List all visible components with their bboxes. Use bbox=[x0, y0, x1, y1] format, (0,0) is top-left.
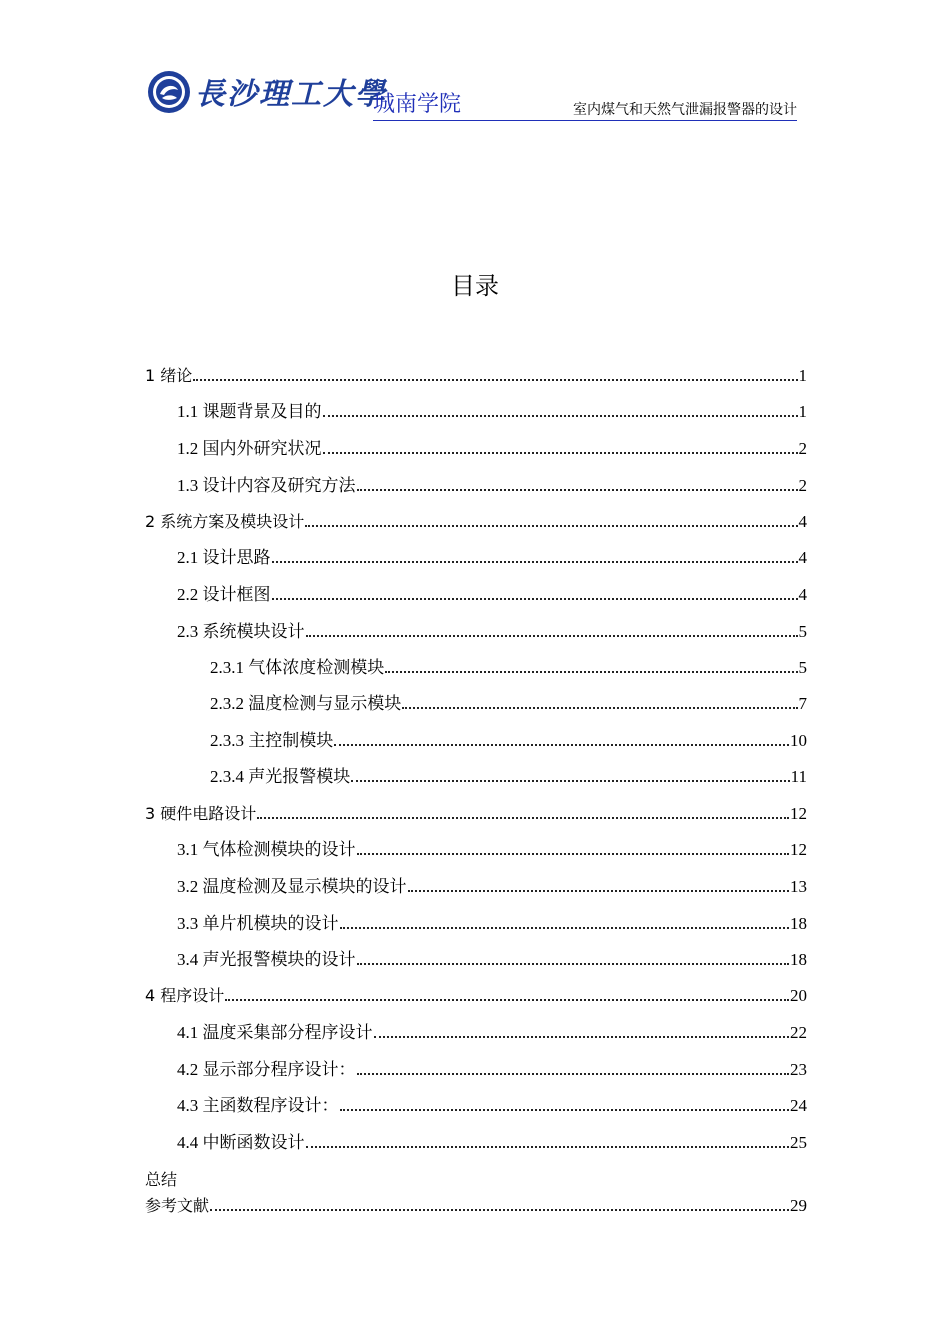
toc-entry[interactable] bbox=[145, 863, 807, 897]
toc-entry[interactable] bbox=[145, 571, 807, 605]
toc-entry-label: 3.2 温度检测及显示模块的设计 bbox=[177, 877, 407, 896]
toc-entry-label: 2.3.3 主控制模块 bbox=[210, 731, 334, 750]
toc-entry-label: 1.3 设计内容及研究方法 bbox=[177, 476, 356, 495]
toc-entry-page: 7 bbox=[798, 694, 807, 713]
toc-entry-page: 4 bbox=[798, 548, 807, 567]
toc-entry-label: 1.1 课题背景及目的 bbox=[177, 402, 322, 421]
toc-entry-page: 1 bbox=[798, 402, 807, 421]
toc-entry-label: 3.4 声光报警模块的设计 bbox=[177, 950, 356, 969]
toc-entry-page: 29 bbox=[790, 1196, 807, 1215]
toc-entry-label: 4.2 显示部分程序设计： bbox=[177, 1060, 356, 1079]
toc-entry[interactable] bbox=[145, 1082, 807, 1116]
toc-leader-dots bbox=[257, 801, 789, 819]
toc-leader-dots bbox=[225, 983, 789, 1001]
toc-entry[interactable] bbox=[145, 608, 807, 642]
toc-entry-page: 4 bbox=[798, 585, 807, 604]
toc-entry[interactable] bbox=[145, 1182, 807, 1216]
toc-entry-page: 25 bbox=[790, 1133, 807, 1152]
toc-entry-label: 1.2 国内外研究状况 bbox=[177, 439, 322, 458]
toc-entry-page: 2 bbox=[798, 476, 807, 495]
toc-entry[interactable] bbox=[145, 826, 807, 860]
toc-entry-page: 20 bbox=[790, 986, 807, 1005]
toc-entry-label: 2.3.4 声光报警模块 bbox=[210, 767, 351, 786]
toc-leader-dots bbox=[357, 947, 790, 965]
toc-entry-page: 22 bbox=[790, 1023, 807, 1042]
toc-entry-label: 2.3.2 温度检测与显示模块 bbox=[210, 694, 402, 713]
toc-entry[interactable] bbox=[145, 936, 807, 970]
toc-entry-page: 23 bbox=[790, 1060, 807, 1079]
university-seal-icon bbox=[147, 70, 191, 114]
toc-entry-label: 3.3 单片机模块的设计 bbox=[177, 914, 339, 933]
toc-leader-dots bbox=[340, 1093, 790, 1111]
toc-entry[interactable] bbox=[145, 680, 807, 714]
toc-entry-page: 1 bbox=[798, 366, 807, 385]
toc-entry-page: 5 bbox=[798, 658, 807, 677]
toc-entry-page: 13 bbox=[790, 877, 807, 896]
toc-entry-label: 4.4 中断函数设计 bbox=[177, 1133, 305, 1152]
toc-entry[interactable] bbox=[145, 1046, 807, 1080]
toc-leader-dots bbox=[351, 764, 789, 782]
college-name: 城南学院 bbox=[373, 92, 462, 117]
toc-entry[interactable] bbox=[145, 1119, 807, 1153]
toc-entry-label: 4.3 主函数程序设计： bbox=[177, 1096, 339, 1115]
thesis-title: 室内煤气和天然气泄漏报警器的设计 bbox=[573, 102, 797, 118]
toc-entry-page: 18 bbox=[790, 950, 807, 969]
toc-entry[interactable] bbox=[145, 534, 807, 568]
toc-entry-label: 4 程序设计 bbox=[145, 986, 225, 1005]
svg-text:長沙理工大學: 長沙理工大學 bbox=[195, 77, 387, 112]
toc-leader-dots bbox=[374, 1020, 790, 1038]
university-calligraphy-logo bbox=[195, 70, 387, 114]
toc-entry[interactable] bbox=[145, 352, 807, 386]
toc-leader-dots bbox=[210, 1193, 789, 1211]
toc-entry[interactable] bbox=[145, 425, 807, 459]
toc-leader-dots bbox=[323, 399, 798, 417]
toc-entry-page: 5 bbox=[798, 622, 807, 641]
toc-leader-dots bbox=[385, 655, 797, 673]
toc-entry-label: 2 系统方案及模块设计 bbox=[145, 512, 305, 531]
toc-entry-page: 24 bbox=[790, 1096, 807, 1115]
toc-entry-page: 2 bbox=[798, 439, 807, 458]
toc-entry-page: 4 bbox=[798, 512, 807, 531]
toc-leader-dots bbox=[323, 436, 798, 454]
toc-leader-dots bbox=[193, 363, 797, 381]
toc-entry-label: 4.1 温度采集部分程序设计 bbox=[177, 1023, 373, 1042]
toc-entry[interactable] bbox=[145, 972, 807, 1006]
toc-entry[interactable] bbox=[145, 717, 807, 751]
toc-leader-dots bbox=[306, 619, 798, 637]
page-header bbox=[145, 68, 797, 124]
toc-leader-dots bbox=[272, 582, 798, 600]
toc-leader-dots bbox=[272, 545, 798, 563]
toc-entry-label: 3 硬件电路设计 bbox=[145, 804, 257, 823]
toc-entry[interactable] bbox=[145, 462, 807, 496]
toc-entry-label: 2.3.1 气体浓度检测模块 bbox=[210, 658, 385, 677]
toc-entry[interactable] bbox=[145, 790, 807, 824]
header-rule bbox=[373, 120, 797, 121]
toc-leader-dots bbox=[334, 728, 789, 746]
toc-leader-dots bbox=[408, 874, 790, 892]
toc-leader-dots bbox=[306, 1130, 790, 1148]
toc-leader-dots bbox=[357, 837, 790, 855]
toc-entry-label: 2.1 设计思路 bbox=[177, 548, 271, 567]
toc-entry-page: 12 bbox=[790, 840, 807, 859]
toc-entry-page: 12 bbox=[790, 804, 807, 823]
toc-entry-label: 1 绪论 bbox=[145, 366, 193, 385]
toc-entry-page: 10 bbox=[790, 731, 807, 750]
toc-leader-dots bbox=[402, 691, 797, 709]
toc-entry[interactable] bbox=[145, 900, 807, 934]
toc-heading: 目录 bbox=[451, 272, 499, 300]
toc-entry-label: 总结 bbox=[145, 1170, 178, 1189]
toc-entry[interactable] bbox=[145, 498, 807, 532]
toc-entry-label: 2.2 设计框图 bbox=[177, 585, 271, 604]
toc-leader-dots bbox=[305, 509, 797, 527]
toc-entry[interactable] bbox=[145, 753, 807, 787]
toc-leader-dots bbox=[340, 911, 790, 929]
toc-leader-dots bbox=[357, 1057, 790, 1075]
toc-entry-page: 11 bbox=[790, 767, 807, 786]
toc-entry-page: 18 bbox=[790, 914, 807, 933]
toc-entry[interactable] bbox=[145, 388, 807, 422]
toc-entry[interactable] bbox=[145, 644, 807, 678]
toc-entry-label: 3.1 气体检测模块的设计 bbox=[177, 840, 356, 859]
toc-leader-dots bbox=[357, 473, 798, 491]
toc-entry[interactable] bbox=[145, 1009, 807, 1043]
toc-entry-label: 2.3 系统模块设计 bbox=[177, 622, 305, 641]
toc-entry-label: 参考文献 bbox=[145, 1196, 210, 1215]
